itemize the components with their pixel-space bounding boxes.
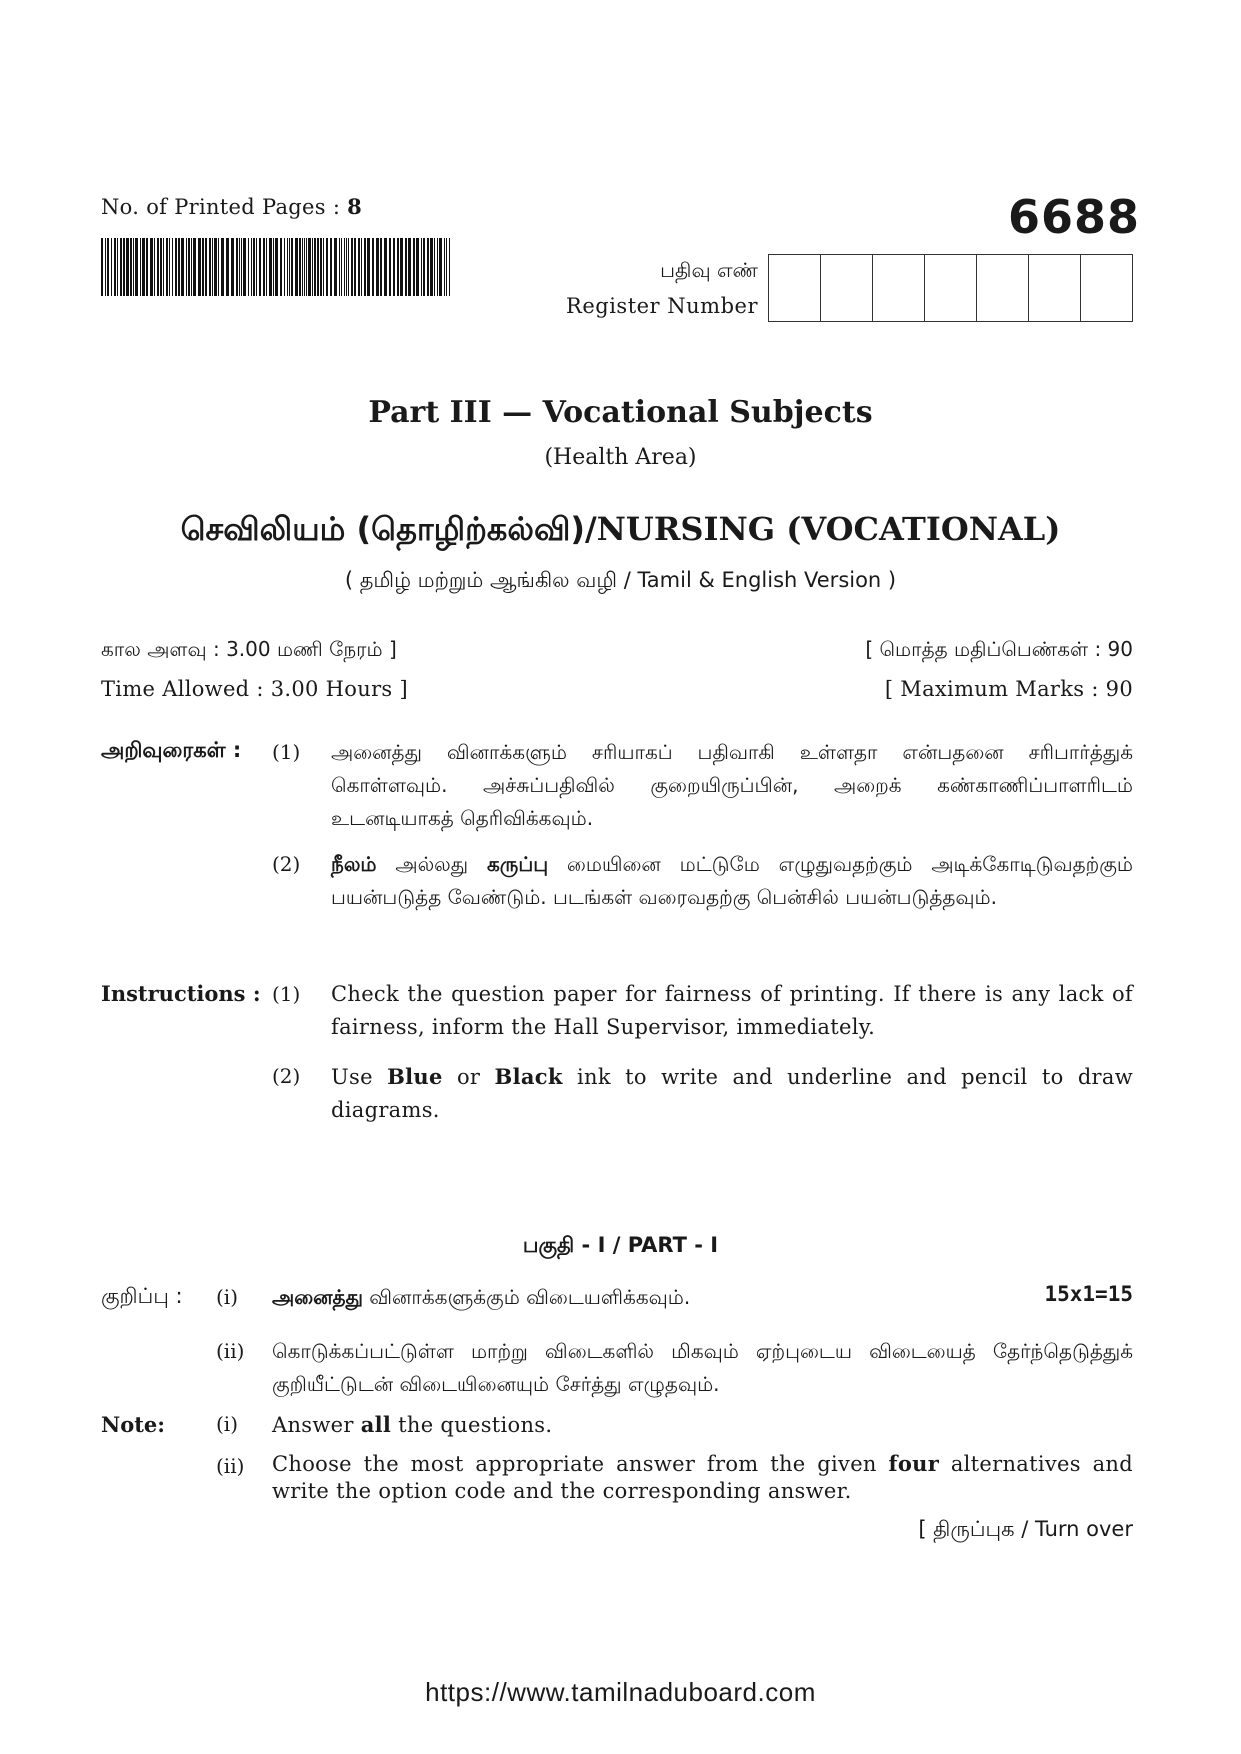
barcode-bar	[304, 238, 305, 296]
note-tamil-2: கொடுக்கப்பட்டுள்ள மாற்று விடைகளில் மிகவும் ஏற்புடைய விடையைத் தேர்ந்தெடுத்துக் குறியீட்டுடன் விடையினையும் சேர்த்து எழுதவும்.	[272, 1339, 1133, 1396]
text-fragment: alternatives and write the option code and the corresponding answer.	[272, 1452, 1133, 1503]
instruction-tamil-2	[331, 848, 1133, 914]
barcode-bar	[400, 238, 403, 296]
instruction-english-number: (2)	[272, 1064, 301, 1088]
note-english-2	[272, 1450, 1133, 1505]
barcode-bar	[380, 238, 382, 296]
barcode-bar	[330, 238, 332, 296]
text-fragment: மையினை மட்டுமே எழுதுவதற்கும் அடிக்கோடிடுவதற்கும் பயன்படுத்த வேண்டும். படங்கள் வரைவதற்கு பென்சில் பயன்படுத்தவும்.	[331, 852, 1133, 909]
barcode-bar	[163, 238, 164, 296]
barcode-bar	[130, 238, 132, 296]
turn-over-note: [ திருப்புக / Turn over	[918, 1517, 1133, 1541]
barcode-bar	[256, 238, 257, 296]
barcode-bar	[146, 238, 148, 296]
barcode-bar	[157, 238, 159, 296]
part-one-heading: பகுதி - I / PART - I	[522, 1233, 719, 1257]
barcode-bar	[154, 238, 155, 296]
barcode-bar	[289, 238, 290, 296]
barcode-bar	[361, 238, 362, 296]
register-label-english: Register Number	[566, 294, 758, 318]
subject-title-english: NURSING (VOCATIONAL)	[596, 510, 1061, 548]
barcode-bar	[348, 238, 349, 296]
barcode-bar	[346, 238, 347, 296]
instruction-english-number: (1)	[272, 982, 301, 1006]
text-fragment: Use	[331, 1065, 388, 1089]
barcode-bar	[423, 238, 425, 296]
bold-word-blue: நீலம்	[331, 852, 377, 876]
note-tamil-label: குறிப்பு :	[101, 1284, 183, 1308]
instruction-tamil-number: (1)	[272, 740, 301, 764]
barcode-bar	[295, 238, 298, 296]
barcode-bar	[323, 238, 324, 296]
instructions-tamil-label: அறிவுரைகள் :	[101, 738, 242, 762]
barcode-bar	[259, 238, 261, 296]
barcode-bar	[169, 238, 170, 296]
barcode	[101, 238, 451, 296]
barcode-bar	[408, 238, 411, 296]
barcode-bar	[344, 238, 345, 296]
barcode-bar	[214, 238, 217, 296]
text-fragment: the questions.	[391, 1413, 553, 1437]
note-tamil-number: (i)	[216, 1285, 239, 1309]
barcode-bar	[172, 238, 173, 296]
instruction-tamil-1: அனைத்து வினாக்களும் சரியாகப் பதிவாகி உள்ளதா என்பதனை சரிபார்த்துக் கொள்ளவும். அச்சுப்பதிவில் குறையிருப்பின், அறைக் கண்காணிப்பாளரிடம் உடனடியாகத் தெரிவிக்கவும்.	[331, 740, 1133, 830]
barcode-bar	[275, 238, 278, 296]
area-subtitle: (Health Area)	[544, 445, 697, 470]
barcode-bar	[133, 238, 134, 296]
instruction-english-1: Check the question paper for fairness of printing. If there is any lack of fairness, inform the Hall Supervisor, immediately.	[331, 982, 1133, 1039]
barcode-bar	[413, 238, 415, 296]
barcode-bar	[312, 238, 313, 296]
barcode-bar	[226, 238, 229, 296]
barcode-bar	[439, 238, 442, 296]
barcode-bar	[339, 238, 340, 296]
barcode-bar	[269, 238, 272, 296]
text-fragment: வினாக்களுக்கும் விடையளிக்கவும்.	[362, 1285, 691, 1309]
barcode-bar	[393, 238, 395, 296]
barcode-bar	[449, 238, 450, 296]
barcode-bar	[239, 238, 240, 296]
barcode-bar	[209, 238, 211, 296]
barcode-bar	[351, 238, 353, 296]
barcode-bar	[284, 238, 285, 296]
barcode-bar	[358, 238, 360, 296]
register-digit-box[interactable]	[769, 255, 821, 321]
barcode-bar	[326, 238, 328, 296]
barcode-bar	[437, 238, 438, 296]
barcode-bar	[105, 238, 106, 296]
register-digit-box[interactable]	[977, 255, 1029, 321]
version-line: ( தமிழ் மற்றும் ஆங்கில வழி / Tamil & English Version )	[344, 568, 897, 592]
note-english-label: Note:	[101, 1412, 166, 1437]
barcode-bar	[205, 238, 207, 296]
subject-title-tamil: செவிலியம் (தொழிற்கல்வி)/	[180, 510, 597, 548]
barcode-bar	[384, 238, 387, 296]
barcode-bar	[221, 238, 224, 296]
barcode-bar	[376, 238, 379, 296]
time-allowed-tamil: கால அளவு : 3.00 மணி நேரம் ]	[101, 637, 397, 661]
part-title: Part III — Vocational Subjects	[368, 395, 873, 430]
barcode-bar	[314, 238, 316, 296]
barcode-bar	[126, 238, 129, 296]
barcode-bar	[107, 238, 109, 296]
barcode-bar	[114, 238, 116, 296]
barcode-bar	[299, 238, 301, 296]
printed-pages-count: 8	[347, 194, 363, 219]
barcode-bar	[178, 238, 180, 296]
barcode-bar	[243, 238, 246, 296]
register-digit-box[interactable]	[1029, 255, 1081, 321]
barcode-bar	[181, 238, 184, 296]
printed-pages-text: No. of Printed Pages :	[101, 195, 348, 219]
text-fragment: ink to write and underline and pencil to draw diagrams.	[331, 1065, 1133, 1122]
barcode-bar	[421, 238, 422, 296]
barcode-bar	[427, 238, 429, 296]
text-fragment: அல்லது	[376, 852, 487, 876]
text-fragment: or	[442, 1065, 495, 1089]
bold-word-all: all	[360, 1412, 392, 1437]
barcode-bar	[193, 238, 196, 296]
barcode-bar	[231, 238, 234, 296]
register-label-tamil: பதிவு எண்	[660, 258, 758, 282]
barcode-bar	[372, 238, 374, 296]
text-fragment: Answer	[272, 1413, 361, 1437]
barcode-bar	[251, 238, 252, 296]
source-url-link[interactable]: https://www.tamilnaduboard.com	[425, 1677, 816, 1707]
register-digit-box[interactable]	[1081, 255, 1132, 321]
bold-word-four: four	[888, 1451, 940, 1476]
barcode-bar	[175, 238, 177, 296]
max-marks-english: [ Maximum Marks : 90	[884, 677, 1133, 701]
instruction-english-2	[331, 1060, 1133, 1127]
bold-word-blue: Blue	[387, 1064, 443, 1089]
barcode-bar	[306, 238, 307, 296]
barcode-bar	[142, 238, 145, 296]
barcode-bar	[430, 238, 433, 296]
note-english-number: (ii)	[216, 1454, 245, 1478]
barcode-bar	[416, 238, 419, 296]
barcode-bar	[140, 238, 141, 296]
bold-word-black: Black	[494, 1064, 563, 1089]
barcode-bar	[317, 238, 319, 296]
barcode-bar	[120, 238, 122, 296]
barcode-bar	[446, 238, 447, 296]
note-english-1	[272, 1408, 1133, 1442]
register-digit-box[interactable]	[821, 255, 873, 321]
barcode-bar	[266, 238, 267, 296]
barcode-bar	[389, 238, 391, 296]
barcode-bar	[354, 238, 356, 296]
marks-score: 15x1=15	[1044, 1282, 1133, 1306]
barcode-bar	[186, 238, 187, 296]
register-digit-box[interactable]	[873, 255, 925, 321]
barcode-bar	[150, 238, 153, 296]
note-tamil-1	[272, 1281, 972, 1314]
time-allowed-english: Time Allowed : 3.00 Hours ]	[101, 677, 408, 701]
barcode-bar	[280, 238, 282, 296]
max-marks-tamil: [ மொத்த மதிப்பெண்கள் : 90	[865, 637, 1133, 661]
barcode-bar	[248, 238, 249, 296]
barcode-bar	[397, 238, 399, 296]
register-digit-box[interactable]	[925, 255, 977, 321]
barcode-bar	[123, 238, 125, 296]
barcode-bar	[191, 238, 192, 296]
note-english-number: (i)	[216, 1412, 239, 1436]
note-tamil-number: (ii)	[216, 1339, 245, 1363]
register-number-boxes[interactable]	[768, 254, 1133, 322]
barcode-bar	[364, 238, 366, 296]
barcode-bar	[202, 238, 204, 296]
barcode-bar	[434, 238, 435, 296]
barcode-bar	[405, 238, 407, 296]
barcode-bar	[212, 238, 213, 296]
instructions-english-label: Instructions :	[101, 981, 261, 1006]
instruction-tamil-number: (2)	[272, 852, 301, 876]
barcode-bar	[198, 238, 201, 296]
barcode-bar	[367, 238, 370, 296]
barcode-bar	[320, 238, 322, 296]
barcode-bar	[241, 238, 242, 296]
barcode-bar	[236, 238, 238, 296]
barcode-bar	[135, 238, 138, 296]
barcode-bar	[291, 238, 293, 296]
subject-title	[0, 510, 1241, 552]
text-fragment: Choose the most appropriate answer from the given	[272, 1452, 889, 1476]
barcode-bar	[273, 238, 274, 296]
barcode-bar	[253, 238, 255, 296]
barcode-bar	[111, 238, 112, 296]
bold-word-all: அனைத்து	[272, 1285, 363, 1309]
barcode-bar	[101, 238, 103, 296]
barcode-bar	[263, 238, 265, 296]
barcode-bar	[444, 238, 445, 296]
printed-pages-label	[101, 194, 362, 219]
barcode-bar	[117, 238, 118, 296]
barcode-bar	[188, 238, 190, 296]
bold-word-black: கருப்பு	[486, 852, 549, 876]
barcode-bar	[341, 238, 342, 296]
barcode-bar	[308, 238, 311, 296]
barcode-bar	[218, 238, 219, 296]
barcode-bar	[166, 238, 168, 296]
barcode-bar	[302, 238, 303, 296]
barcode-bar	[160, 238, 162, 296]
paper-code: 6688	[1007, 190, 1140, 244]
barcode-bar	[334, 238, 337, 296]
barcode-bar	[287, 238, 288, 296]
